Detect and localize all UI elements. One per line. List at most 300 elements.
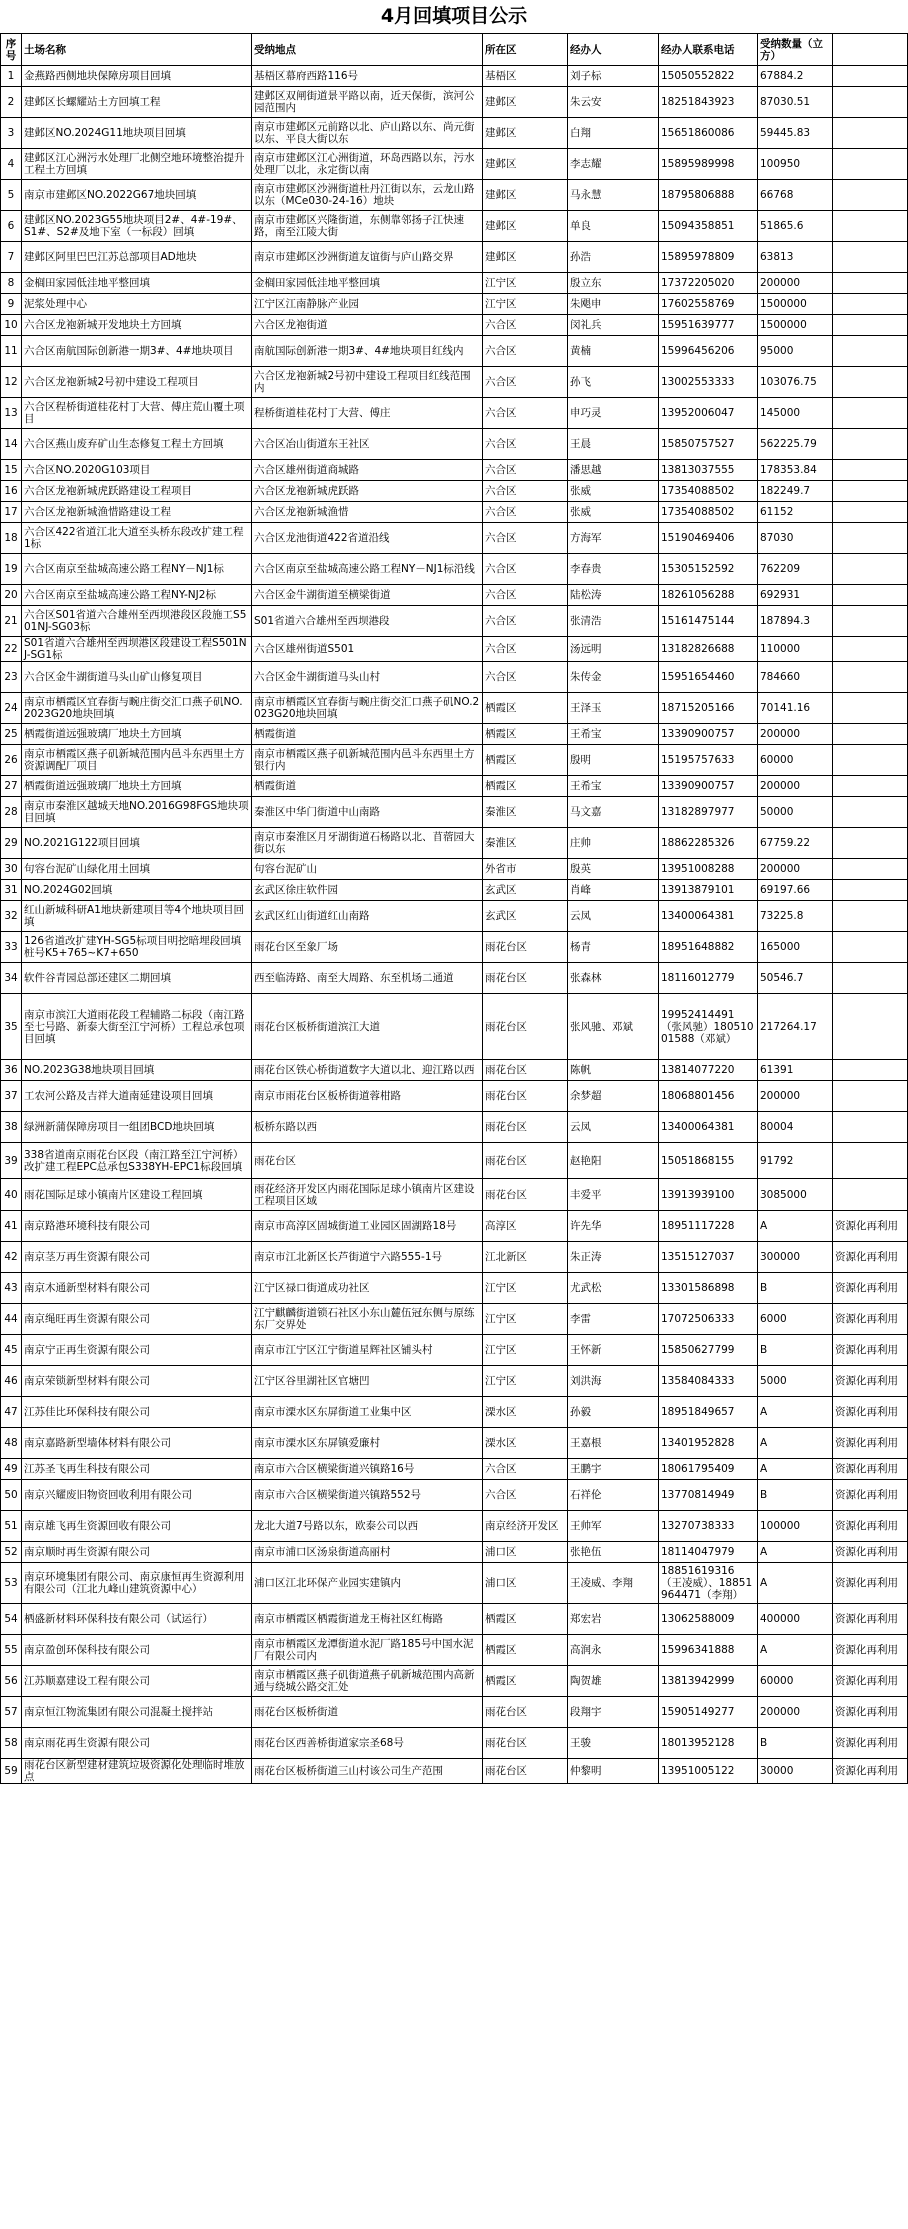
cell-phone: 13814077220 <box>659 1060 758 1081</box>
cell-no: 44 <box>1 1304 22 1335</box>
cell-district: 六合区 <box>483 460 568 481</box>
cell-qty: 91792 <box>758 1143 833 1179</box>
cell-handler: 王希宝 <box>568 776 659 797</box>
cell-no: 41 <box>1 1211 22 1242</box>
cell-location: 句容台泥矿山 <box>252 859 483 880</box>
cell-location: 南京市栖霞区燕子矶新城范围内邑斗东西里土方银行内 <box>252 745 483 776</box>
table-row <box>1 242 908 273</box>
cell-district: 栖霞区 <box>483 776 568 797</box>
cell-location: 南京市建邺区沙洲街道友谊街与庐山路交界 <box>252 242 483 273</box>
cell-extra <box>833 429 908 460</box>
table-row <box>1 1666 908 1697</box>
cell-district: 秦淮区 <box>483 828 568 859</box>
cell-district: 六合区 <box>483 315 568 336</box>
cell-location: 南京市六合区横梁街道兴镇路16号 <box>252 1459 483 1480</box>
cell-qty: 692931 <box>758 585 833 606</box>
table-row <box>1 1366 908 1397</box>
cell-extra <box>833 180 908 211</box>
cell-qty: 87030.51 <box>758 87 833 118</box>
cell-extra <box>833 87 908 118</box>
cell-extra: 资源化再利用 <box>833 1242 908 1273</box>
header-row <box>1 34 908 66</box>
table-row <box>1 724 908 745</box>
table-row <box>1 460 908 481</box>
cell-site: 栖霞街道远强玻璃厂地块土方回填 <box>22 776 252 797</box>
cell-location: 南京市栖霞区燕子矶街道燕子矶新城范围内高新通与绕城公路交汇处 <box>252 1666 483 1697</box>
cell-extra: 资源化再利用 <box>833 1728 908 1759</box>
cell-extra <box>833 585 908 606</box>
cell-no: 43 <box>1 1273 22 1304</box>
cell-site: 南京市栖霞区宜春街与畹庄街交汇口燕子矶NO.2023G20地块回填 <box>22 693 252 724</box>
cell-district: 六合区 <box>483 662 568 693</box>
cell-qty: 50000 <box>758 797 833 828</box>
cell-location: 江宁区江南静脉产业园 <box>252 294 483 315</box>
cell-handler: 刘洪海 <box>568 1366 659 1397</box>
cell-qty: 762209 <box>758 554 833 585</box>
col-header-district: 所在区 <box>483 34 568 66</box>
cell-extra <box>833 149 908 180</box>
cell-qty: 70141.16 <box>758 693 833 724</box>
col-header-qty: 受纳数量（立方） <box>758 34 833 66</box>
table-row <box>1 523 908 554</box>
cell-location: 南京市高淳区固城街道工业园区固湖路18号 <box>252 1211 483 1242</box>
cell-extra <box>833 994 908 1060</box>
cell-district: 外省市 <box>483 859 568 880</box>
table-row <box>1 880 908 901</box>
cell-phone: 13390900757 <box>659 776 758 797</box>
cell-extra <box>833 745 908 776</box>
cell-site: NO.2021G122项目回填 <box>22 828 252 859</box>
cell-site: 建邺区NO.2024G11地块项目回填 <box>22 118 252 149</box>
cell-qty: 66768 <box>758 180 833 211</box>
cell-phone: 13584084333 <box>659 1366 758 1397</box>
cell-no: 23 <box>1 662 22 693</box>
table-row <box>1 1304 908 1335</box>
cell-location: 雨花经济开发区内雨花国际足球小镇南片区建设工程项目区域 <box>252 1179 483 1211</box>
cell-qty: 3085000 <box>758 1179 833 1211</box>
cell-extra <box>833 367 908 398</box>
table-row <box>1 1728 908 1759</box>
cell-location: 南京市建邺区元前路以北、庐山路以东、尚元街以东、平良大街以东 <box>252 118 483 149</box>
table-row <box>1 118 908 149</box>
cell-no: 58 <box>1 1728 22 1759</box>
cell-qty: 400000 <box>758 1604 833 1635</box>
table-row <box>1 932 908 963</box>
cell-qty: 67759.22 <box>758 828 833 859</box>
cell-district: 六合区 <box>483 1480 568 1511</box>
cell-phone: 18862285326 <box>659 828 758 859</box>
cell-location: 雨花台区 <box>252 1143 483 1179</box>
cell-no: 35 <box>1 994 22 1060</box>
cell-no: 12 <box>1 367 22 398</box>
cell-location: 南航国际创新港一期3#、4#地块项目红线内 <box>252 336 483 367</box>
cell-district: 建邺区 <box>483 87 568 118</box>
cell-no: 54 <box>1 1604 22 1635</box>
cell-location: 基梧区幕府西路116号 <box>252 66 483 87</box>
cell-district: 雨花台区 <box>483 994 568 1060</box>
table-row <box>1 66 908 87</box>
cell-qty: 165000 <box>758 932 833 963</box>
cell-no: 34 <box>1 963 22 994</box>
cell-handler: 杨青 <box>568 932 659 963</box>
cell-district: 六合区 <box>483 336 568 367</box>
cell-extra: 资源化再利用 <box>833 1428 908 1459</box>
cell-handler: 王骏 <box>568 1728 659 1759</box>
cell-location: 栖霞街道 <box>252 776 483 797</box>
table-row <box>1 367 908 398</box>
cell-handler: 张风驰、邓斌 <box>568 994 659 1060</box>
cell-no: 48 <box>1 1428 22 1459</box>
cell-location: 六合区龙池街道422省道沿线 <box>252 523 483 554</box>
cell-no: 16 <box>1 481 22 502</box>
cell-no: 29 <box>1 828 22 859</box>
cell-site: 南京绳旺再生资源有限公司 <box>22 1304 252 1335</box>
cell-site: 雨花国际足球小镇南片区建设工程回填 <box>22 1179 252 1211</box>
project-table <box>0 33 908 1784</box>
cell-no: 31 <box>1 880 22 901</box>
table-row <box>1 315 908 336</box>
cell-extra <box>833 880 908 901</box>
cell-location: 南京市六合区横梁街道兴镇路552号 <box>252 1480 483 1511</box>
cell-district: 建邺区 <box>483 180 568 211</box>
cell-phone: 13400064381 <box>659 901 758 932</box>
table-row <box>1 1060 908 1081</box>
cell-location: 南京市浦口区汤泉街道高丽村 <box>252 1542 483 1563</box>
cell-qty: 59445.83 <box>758 118 833 149</box>
cell-site: 红山新城科研A1地块新建项目等4个地块项目回填 <box>22 901 252 932</box>
cell-phone: 15996341888 <box>659 1635 758 1666</box>
table-row <box>1 1335 908 1366</box>
cell-handler: 云凤 <box>568 901 659 932</box>
table-row <box>1 693 908 724</box>
cell-no: 36 <box>1 1060 22 1081</box>
cell-phone: 15305152592 <box>659 554 758 585</box>
cell-site: 126省道改扩建YH-SG5标项目明挖暗埋段回填桩号K5+765~K7+650 <box>22 932 252 963</box>
cell-extra <box>833 637 908 662</box>
cell-phone: 13301586898 <box>659 1273 758 1304</box>
cell-extra: 资源化再利用 <box>833 1563 908 1604</box>
cell-extra: 资源化再利用 <box>833 1635 908 1666</box>
cell-qty: 67884.2 <box>758 66 833 87</box>
cell-site: 南京市建邺区NO.2022G67地块回填 <box>22 180 252 211</box>
cell-extra <box>833 460 908 481</box>
cell-qty: 200000 <box>758 1081 833 1112</box>
cell-district: 六合区 <box>483 481 568 502</box>
cell-handler: 殷英 <box>568 859 659 880</box>
cell-district: 六合区 <box>483 585 568 606</box>
cell-no: 33 <box>1 932 22 963</box>
cell-phone: 15951654460 <box>659 662 758 693</box>
cell-district: 栖霞区 <box>483 1635 568 1666</box>
cell-qty: 60000 <box>758 745 833 776</box>
cell-handler: 李志耀 <box>568 149 659 180</box>
cell-district: 基梧区 <box>483 66 568 87</box>
table-row <box>1 606 908 637</box>
cell-district: 六合区 <box>483 367 568 398</box>
table-row <box>1 1459 908 1480</box>
cell-phone: 13913939100 <box>659 1179 758 1211</box>
table-row <box>1 828 908 859</box>
table-row <box>1 776 908 797</box>
cell-district: 玄武区 <box>483 901 568 932</box>
cell-qty: 100000 <box>758 1511 833 1542</box>
cell-location: 六合区龙袍新城渔惜 <box>252 502 483 523</box>
cell-handler: 张清浩 <box>568 606 659 637</box>
cell-district: 六合区 <box>483 606 568 637</box>
cell-qty: 5000 <box>758 1366 833 1397</box>
table-row <box>1 149 908 180</box>
cell-site: 金燕路西侧地块保障房项目回填 <box>22 66 252 87</box>
cell-no: 37 <box>1 1081 22 1112</box>
cell-no: 11 <box>1 336 22 367</box>
cell-site: 南京路港环境科技有限公司 <box>22 1211 252 1242</box>
cell-no: 1 <box>1 66 22 87</box>
cell-extra <box>833 502 908 523</box>
cell-district: 江北新区 <box>483 1242 568 1273</box>
cell-phone: 17354088502 <box>659 502 758 523</box>
cell-extra <box>833 523 908 554</box>
cell-handler: 张威 <box>568 502 659 523</box>
cell-qty: 300000 <box>758 1242 833 1273</box>
cell-no: 21 <box>1 606 22 637</box>
cell-site: 南京雄飞再生资源回收有限公司 <box>22 1511 252 1542</box>
cell-phone: 13813942999 <box>659 1666 758 1697</box>
cell-no: 26 <box>1 745 22 776</box>
cell-qty: A <box>758 1397 833 1428</box>
cell-handler: 孙浩 <box>568 242 659 273</box>
cell-handler: 庄帅 <box>568 828 659 859</box>
cell-site: 南京市栖霞区燕子矶新城范围内邑斗东西里土方资源调配厂项目 <box>22 745 252 776</box>
table-row <box>1 745 908 776</box>
cell-qty: 51865.6 <box>758 211 833 242</box>
cell-handler: 马永慧 <box>568 180 659 211</box>
cell-district: 六合区 <box>483 637 568 662</box>
cell-handler: 陈帆 <box>568 1060 659 1081</box>
table-row <box>1 1563 908 1604</box>
cell-location: 南京市溧水区东屏街道工业集中区 <box>252 1397 483 1428</box>
cell-extra <box>833 481 908 502</box>
cell-qty: 182249.7 <box>758 481 833 502</box>
cell-qty: 200000 <box>758 273 833 294</box>
cell-qty: A <box>758 1211 833 1242</box>
cell-qty: 784660 <box>758 662 833 693</box>
cell-location: 江宁麒麟街道锁石社区小东山麓伍冠东侧与原练东厂交界处 <box>252 1304 483 1335</box>
cell-district: 江宁区 <box>483 294 568 315</box>
table-row <box>1 1697 908 1728</box>
cell-qty: 178353.84 <box>758 460 833 481</box>
cell-no: 59 <box>1 1759 22 1784</box>
cell-extra <box>833 315 908 336</box>
cell-site: 六合区金牛湖街道马头山矿山修复项目 <box>22 662 252 693</box>
table-row <box>1 502 908 523</box>
cell-location: 南京市栖霞区龙潭街道水泥厂路185号中国水泥厂有限公司内 <box>252 1635 483 1666</box>
cell-extra <box>833 693 908 724</box>
cell-district: 雨花台区 <box>483 1697 568 1728</box>
cell-site: 雨花台区新型建材建筑垃圾资源化处理临时堆放点 <box>22 1759 252 1784</box>
cell-extra: 资源化再利用 <box>833 1304 908 1335</box>
cell-no: 39 <box>1 1143 22 1179</box>
cell-district: 建邺区 <box>483 242 568 273</box>
cell-phone: 15094358851 <box>659 211 758 242</box>
cell-site: 建邺区长螺耀站土方回填工程 <box>22 87 252 118</box>
cell-location: 南京市秦淮区月牙湖街道石杨路以北、苜蓿园大街以东 <box>252 828 483 859</box>
cell-extra: 资源化再利用 <box>833 1335 908 1366</box>
cell-qty: B <box>758 1728 833 1759</box>
cell-qty: 61152 <box>758 502 833 523</box>
cell-no: 40 <box>1 1179 22 1211</box>
cell-no: 24 <box>1 693 22 724</box>
cell-no: 18 <box>1 523 22 554</box>
cell-site: 建邺区NO.2023G55地块项目2#、4#-19#、S1#、S2#及地下室（一标段）回填 <box>22 211 252 242</box>
cell-phone: 18068801456 <box>659 1081 758 1112</box>
cell-phone: 13951005122 <box>659 1759 758 1784</box>
cell-no: 38 <box>1 1112 22 1143</box>
cell-handler: 王泽玉 <box>568 693 659 724</box>
cell-qty: 69197.66 <box>758 880 833 901</box>
cell-site: 六合区燕山废弃矿山生态修复工程土方回填 <box>22 429 252 460</box>
cell-district: 江宁区 <box>483 273 568 294</box>
cell-phone: 15050552822 <box>659 66 758 87</box>
cell-site: 南京市滨江大道雨花段工程辅路二标段（南江路至七号路、新泰大街至江宁河桥）工程总承包项目回填 <box>22 994 252 1060</box>
cell-district: 江宁区 <box>483 1304 568 1335</box>
cell-location: 六合区金牛湖街道马头山村 <box>252 662 483 693</box>
cell-qty: A <box>758 1635 833 1666</box>
cell-phone: 19952414491（张风驰）18051001588（邓斌） <box>659 994 758 1060</box>
table-row <box>1 1179 908 1211</box>
cell-location: 南京市江北新区长芦街道宁六路555-1号 <box>252 1242 483 1273</box>
cell-district: 六合区 <box>483 502 568 523</box>
cell-phone: 17602558769 <box>659 294 758 315</box>
cell-site: 句容台泥矿山绿化用土回填 <box>22 859 252 880</box>
cell-qty: B <box>758 1480 833 1511</box>
cell-location: 玄武区红山街道红山南路 <box>252 901 483 932</box>
cell-phone: 17372205020 <box>659 273 758 294</box>
col-header-location: 受纳地点 <box>252 34 483 66</box>
cell-phone: 13952006047 <box>659 398 758 429</box>
cell-district: 六合区 <box>483 1459 568 1480</box>
cell-location: 南京市建邺区江心洲街道，环岛西路以东，污水处理厂以北，永定街以南 <box>252 149 483 180</box>
cell-handler: 朱飓申 <box>568 294 659 315</box>
cell-location: 六合区龙袍街道 <box>252 315 483 336</box>
cell-no: 45 <box>1 1335 22 1366</box>
cell-handler: 马文嘉 <box>568 797 659 828</box>
cell-extra <box>833 242 908 273</box>
cell-site: 江苏顺嘉建设工程有限公司 <box>22 1666 252 1697</box>
cell-handler: 张森林 <box>568 963 659 994</box>
cell-extra: 资源化再利用 <box>833 1459 908 1480</box>
cell-no: 4 <box>1 149 22 180</box>
cell-extra: 资源化再利用 <box>833 1542 908 1563</box>
cell-site: 南京恒江物流集团有限公司混凝土搅拌站 <box>22 1697 252 1728</box>
cell-no: 2 <box>1 87 22 118</box>
cell-site: 南京木通新型材料有限公司 <box>22 1273 252 1304</box>
cell-no: 22 <box>1 637 22 662</box>
cell-qty: 60000 <box>758 1666 833 1697</box>
cell-phone: 18715205166 <box>659 693 758 724</box>
cell-extra: 资源化再利用 <box>833 1759 908 1784</box>
cell-location: 六合区龙袍新城2号初中建设工程项目红线范围内 <box>252 367 483 398</box>
cell-no: 47 <box>1 1397 22 1428</box>
cell-location: 金榈田家园低洼地平整回填 <box>252 273 483 294</box>
cell-extra: 资源化再利用 <box>833 1366 908 1397</box>
cell-district: 玄武区 <box>483 880 568 901</box>
cell-no: 9 <box>1 294 22 315</box>
cell-qty: 100950 <box>758 149 833 180</box>
table-row <box>1 1242 908 1273</box>
cell-site: 六合区龙袍新城2号初中建设工程项目 <box>22 367 252 398</box>
cell-extra <box>833 963 908 994</box>
cell-extra: 资源化再利用 <box>833 1480 908 1511</box>
cell-location: 栖霞街道 <box>252 724 483 745</box>
cell-phone: 18851619316（王凌威）、18851964471（李翔） <box>659 1563 758 1604</box>
cell-location: 雨花台区板桥街道 <box>252 1697 483 1728</box>
cell-extra <box>833 66 908 87</box>
table-row <box>1 429 908 460</box>
cell-qty: 200000 <box>758 859 833 880</box>
cell-no: 30 <box>1 859 22 880</box>
table-row <box>1 994 908 1060</box>
cell-qty: 110000 <box>758 637 833 662</box>
cell-handler: 郑宏岩 <box>568 1604 659 1635</box>
cell-no: 46 <box>1 1366 22 1397</box>
cell-extra: 资源化再利用 <box>833 1211 908 1242</box>
cell-site: 栖盛新材料环保科技有限公司（试运行） <box>22 1604 252 1635</box>
cell-district: 栖霞区 <box>483 724 568 745</box>
cell-handler: 王帅军 <box>568 1511 659 1542</box>
cell-site: 六合区龙袍新城渔惜路建设工程 <box>22 502 252 523</box>
cell-site: S01省道六合雄州至西坝港区段建设工程S501NJ-SG1标 <box>22 637 252 662</box>
cell-extra: 资源化再利用 <box>833 1511 908 1542</box>
cell-no: 50 <box>1 1480 22 1511</box>
table-row <box>1 662 908 693</box>
table-row <box>1 1480 908 1511</box>
table-row <box>1 859 908 880</box>
cell-extra: 资源化再利用 <box>833 1604 908 1635</box>
table-row <box>1 1397 908 1428</box>
cell-qty: 30000 <box>758 1759 833 1784</box>
cell-phone: 18013952128 <box>659 1728 758 1759</box>
cell-handler: 余梦超 <box>568 1081 659 1112</box>
table-row <box>1 1635 908 1666</box>
cell-phone: 13182826688 <box>659 637 758 662</box>
cell-site: 南京荣锁新型材料有限公司 <box>22 1366 252 1397</box>
cell-handler: 申巧灵 <box>568 398 659 429</box>
cell-district: 江宁区 <box>483 1366 568 1397</box>
cell-handler: 潘思越 <box>568 460 659 481</box>
cell-district: 雨花台区 <box>483 1112 568 1143</box>
cell-site: 南京雨花再生资源有限公司 <box>22 1728 252 1759</box>
cell-location: 南京市溧水区东屏镇爱廉村 <box>252 1428 483 1459</box>
cell-site: 金榈田家园低洼地平整回填 <box>22 273 252 294</box>
cell-extra <box>833 554 908 585</box>
table-row <box>1 1511 908 1542</box>
cell-qty: 187894.3 <box>758 606 833 637</box>
cell-district: 浦口区 <box>483 1542 568 1563</box>
cell-site: 六合区程桥街道桂花村丁大营、傅庄荒山覆土项目 <box>22 398 252 429</box>
cell-district: 栖霞区 <box>483 693 568 724</box>
cell-handler: 段翔宇 <box>568 1697 659 1728</box>
table-row <box>1 211 908 242</box>
cell-phone: 15651860086 <box>659 118 758 149</box>
cell-phone: 18261056288 <box>659 585 758 606</box>
table-row <box>1 1542 908 1563</box>
cell-extra <box>833 1112 908 1143</box>
cell-location: 南京市江宁区江宁街道星辉社区铺头村 <box>252 1335 483 1366</box>
cell-no: 13 <box>1 398 22 429</box>
cell-handler: 殷立东 <box>568 273 659 294</box>
cell-extra: 资源化再利用 <box>833 1697 908 1728</box>
cell-site: 六合区龙袍新城虎跃路建设工程项目 <box>22 481 252 502</box>
